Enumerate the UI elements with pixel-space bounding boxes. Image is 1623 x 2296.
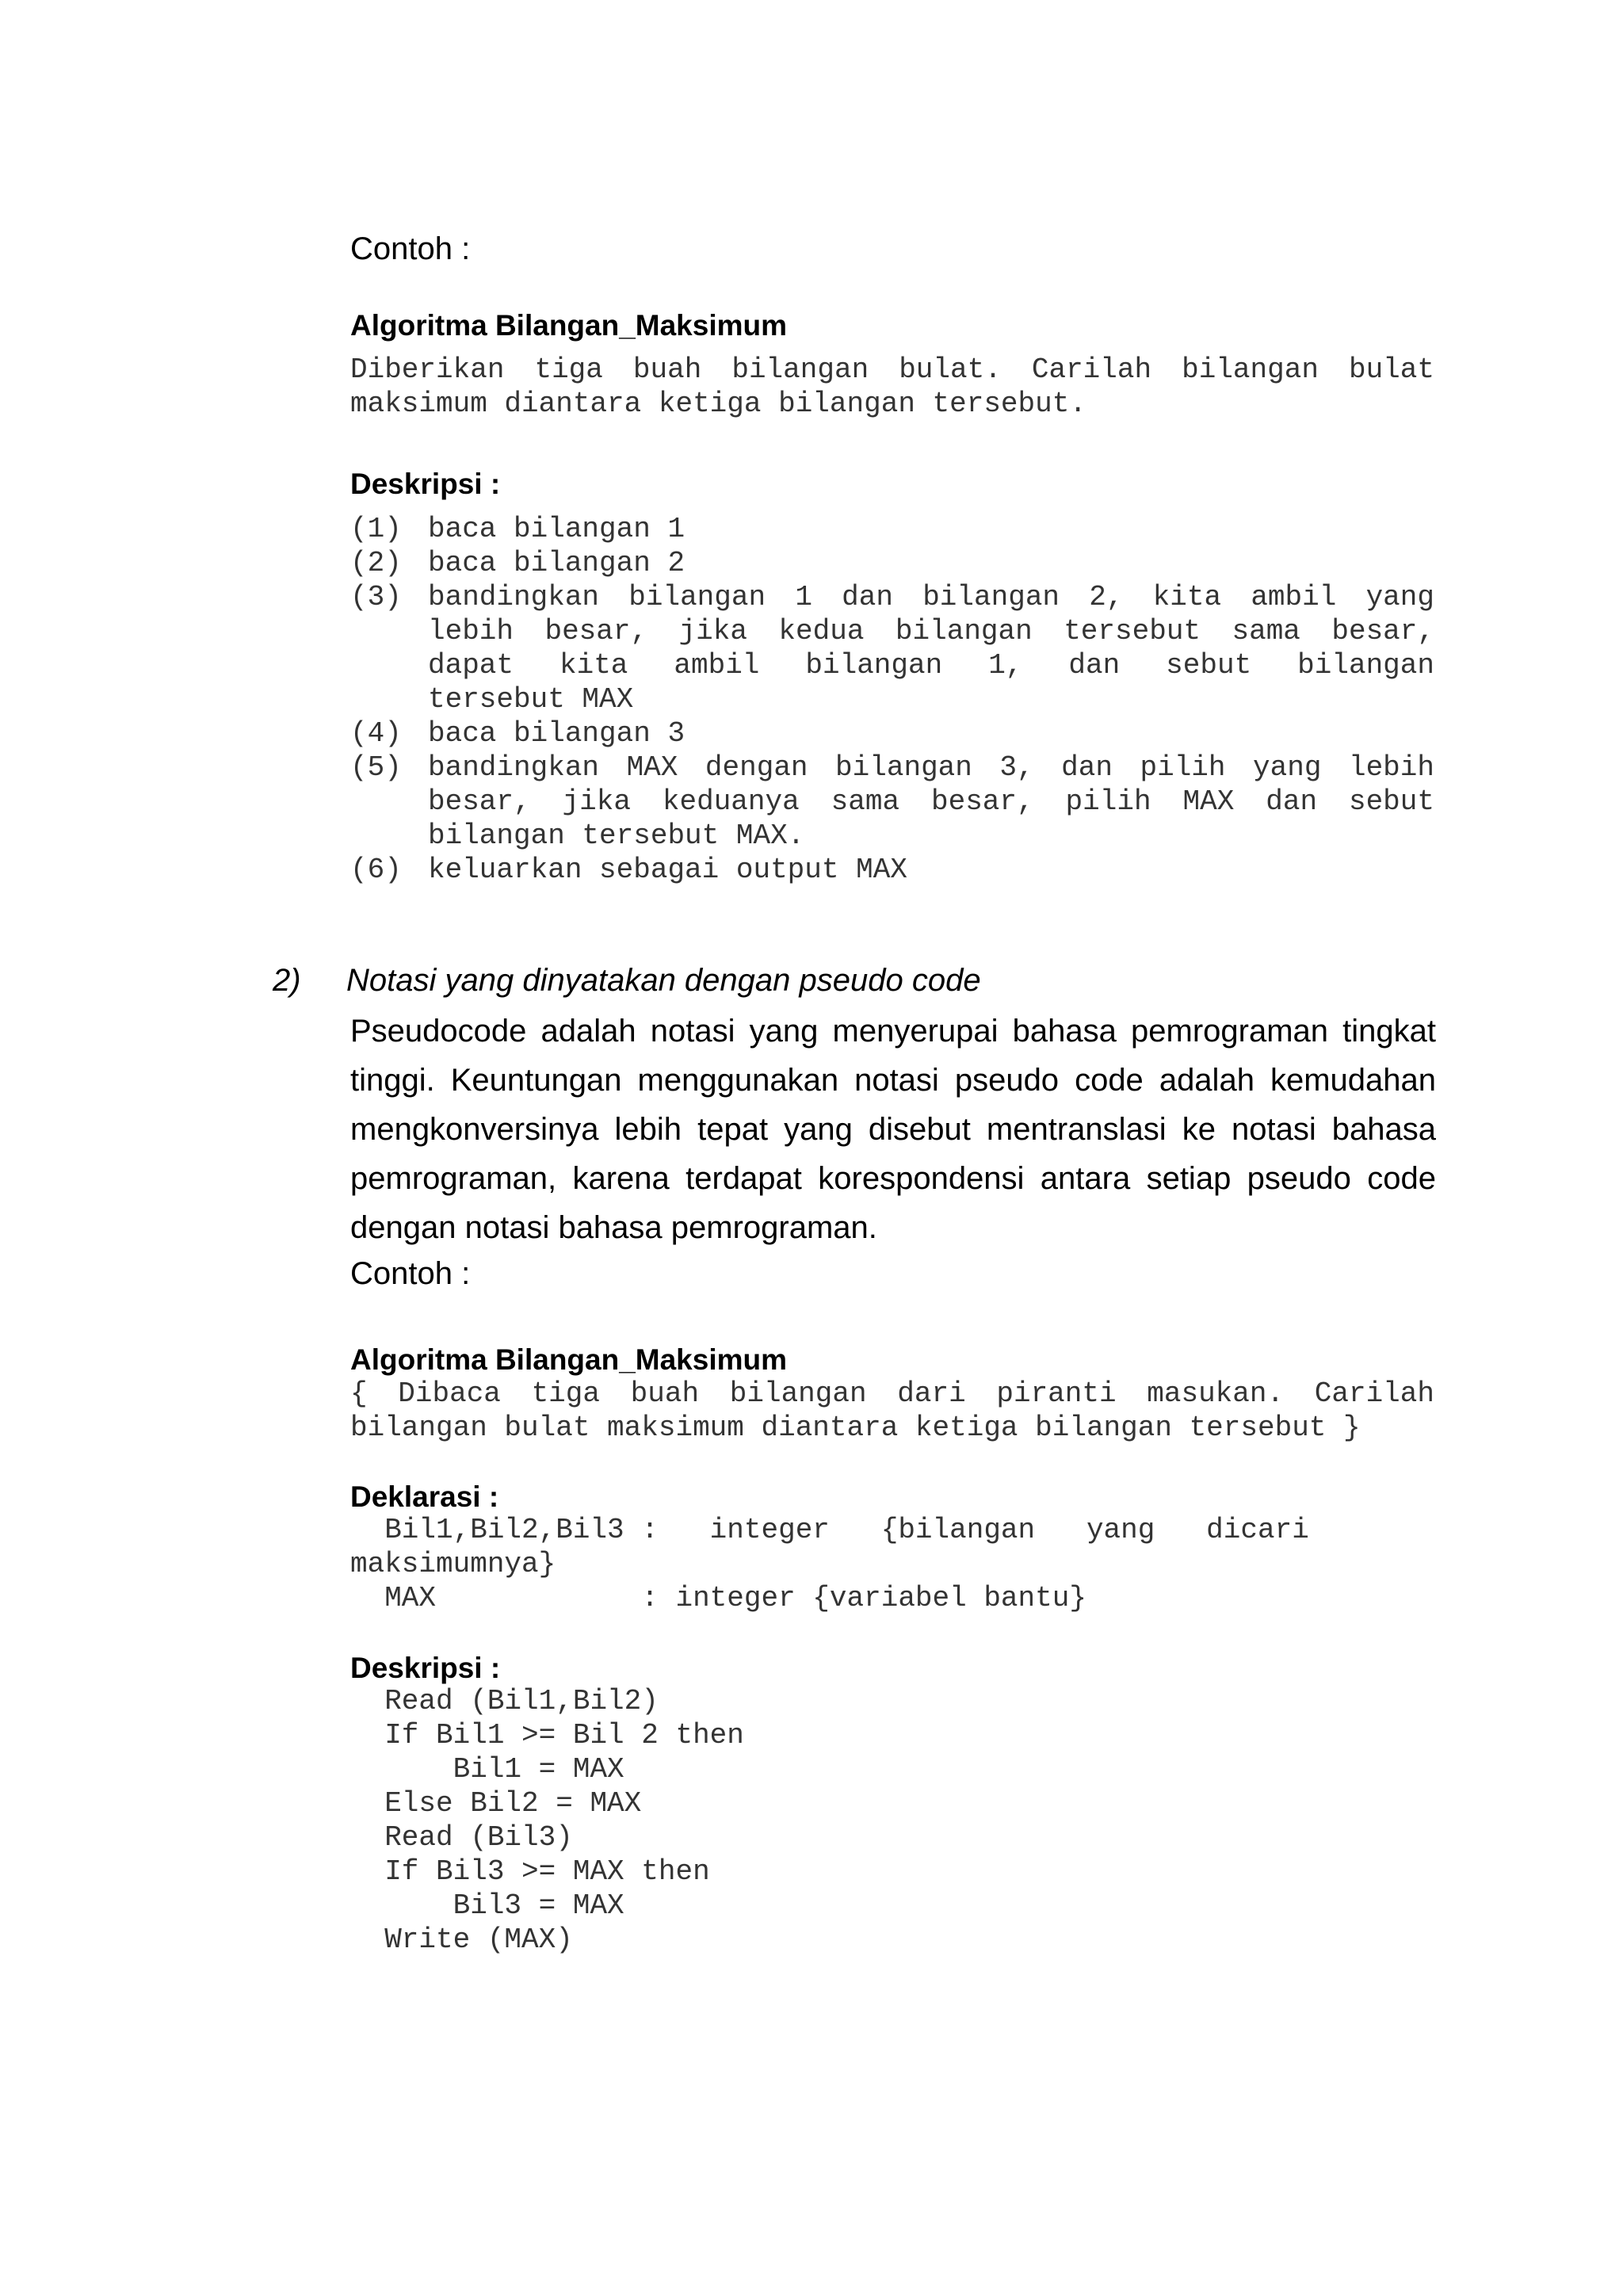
step-text xyxy=(428,751,1434,853)
steps-list xyxy=(350,512,1434,892)
paragraph-line: Pseudocode adalah notasi yang menyerupai bahasa pemrograman tingkat xyxy=(350,1014,1436,1049)
step-number: (1) xyxy=(350,513,402,545)
step-text-line: keluarkan sebagai output MAX xyxy=(428,854,907,886)
contoh-label-1: Contoh : xyxy=(350,231,471,266)
step-text-line: tersebut MAX xyxy=(428,683,634,716)
step-text xyxy=(428,512,1434,546)
intro-line-1: Diberikan tiga buah bilangan bulat. Carilah bilangan bulat xyxy=(350,353,1434,386)
step-text-line: bilangan tersebut MAX. xyxy=(428,819,805,852)
declaration-line-3: MAX : integer {variabel bantu} xyxy=(350,1582,1086,1614)
code-line: If Bil3 >= MAX then xyxy=(350,1855,710,1888)
pseudocode-block xyxy=(350,1684,744,1957)
code-line: Else Bil2 = MAX xyxy=(350,1787,642,1820)
step-text-line: besar, jika keduanya sama besar, pilih MAX dan sebut xyxy=(428,785,1434,818)
code-line: Bil3 = MAX xyxy=(350,1889,624,1922)
step-text-line: lebih besar, jika kedua bilangan tersebut sama besar, xyxy=(428,615,1434,648)
step-number: (4) xyxy=(350,717,402,750)
step-text-line: bandingkan bilangan 1 dan bilangan 2, kita ambil yang xyxy=(428,581,1434,613)
declaration-line-2: maksimumnya} xyxy=(350,1548,556,1580)
step-number: (3) xyxy=(350,581,402,613)
contoh-label-2: Contoh : xyxy=(350,1256,471,1291)
step-text xyxy=(428,546,1434,580)
section-number: 2) xyxy=(273,963,301,998)
declaration-line-1: Bil1,Bil2,Bil3 : integer {bilangan yang dicari xyxy=(350,1514,1309,1546)
step-number: (6) xyxy=(350,854,402,886)
paragraph-line: tinggi. Keuntungan menggunakan notasi pseudo code adalah kemudahan xyxy=(350,1063,1436,1098)
code-line: Read (Bil3) xyxy=(350,1821,573,1854)
code-line: Write (MAX) xyxy=(350,1924,573,1956)
algorithm-title-1: Algoritma Bilangan_Maksimum xyxy=(350,309,788,342)
step-text xyxy=(428,716,1434,751)
step-text-line: baca bilangan 3 xyxy=(428,717,685,750)
comment-line-1: { Dibaca tiga buah bilangan dari piranti masukan. Carilah xyxy=(350,1377,1434,1410)
intro-line-2: maksimum diantara ketiga bilangan tersebut. xyxy=(350,388,1086,420)
paragraph-line: mengkonversinya lebih tepat yang disebut mentranslasi ke notasi bahasa xyxy=(350,1112,1436,1147)
section-paragraph xyxy=(350,1007,1436,1252)
step-text-line: dapat kita ambil bilangan 1, dan sebut bilangan xyxy=(428,649,1434,682)
step-text-line: baca bilangan 1 xyxy=(428,513,685,545)
code-line: If Bil1 >= Bil 2 then xyxy=(350,1719,744,1752)
step-text-line: baca bilangan 2 xyxy=(428,547,685,579)
code-line: Read (Bil1,Bil2) xyxy=(350,1685,659,1717)
code-line: Bil1 = MAX xyxy=(350,1753,624,1786)
section-title: Notasi yang dinyatakan dengan pseudo code xyxy=(346,963,981,998)
step-number: (5) xyxy=(350,751,402,784)
deklarasi-label: Deklarasi : xyxy=(350,1480,499,1513)
deskripsi-label-2: Deskripsi : xyxy=(350,1652,501,1684)
deskripsi-label-1: Deskripsi : xyxy=(350,468,501,500)
step-number: (2) xyxy=(350,547,402,579)
step-text xyxy=(428,580,1434,716)
step-text-line: bandingkan MAX dengan bilangan 3, dan pilih yang lebih xyxy=(428,751,1434,784)
comment-line-2: bilangan bulat maksimum diantara ketiga bilangan tersebut } xyxy=(350,1412,1361,1444)
step-text xyxy=(428,853,1434,887)
algorithm-title-2: Algoritma Bilangan_Maksimum xyxy=(350,1343,788,1376)
paragraph-line: dengan notasi bahasa pemrograman. xyxy=(350,1210,877,1245)
paragraph-line: pemrograman, karena terdapat korespondensi antara setiap pseudo code xyxy=(350,1161,1436,1196)
